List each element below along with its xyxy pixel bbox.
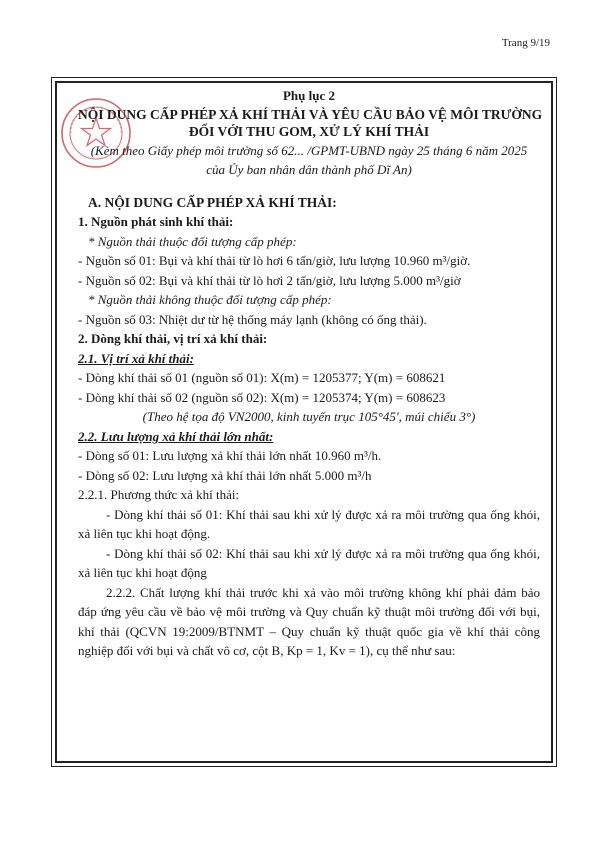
section-2-2-1-heading: 2.2.1. Phương thức xả khí thải:	[78, 487, 240, 502]
document-body	[78, 85, 543, 661]
source-2-text: - Nguồn số 02: Bụi và khí thải từ lò hơi 2 tấn/giờ, lưu lượng 5.000 m³/giờ	[78, 272, 461, 288]
document-subtitle-line1: (Kèm theo Giấy phép môi trường số 62... /GPMT-UBND ngày 25 tháng 6 năm 2025	[90, 142, 528, 158]
document-title-line2: ĐỐI VỚI THU GOM, XỬ LÝ KHÍ THẢI	[188, 123, 430, 139]
page-number: Trang 9/19	[501, 37, 550, 49]
emission-quality-paragraph: 2.2.2. Chất lượng khí thải trước khi xả vào môi trường không khí phải đảm bảo đáp ứng yêu cầu về bảo vệ môi trường và Quy chuẩn kỹ thuật môi trường đối với bụi, khí thải (QCVN 19:2009/BTNMT – Quy chuẩn kỹ thuật quốc gia về khí thải công nghiệp đối với bụi và chất vô cơ, cột B, Kp = 1, Kv = 1), cụ thể như sau:	[78, 584, 540, 658]
discharge-method-1: - Dòng khí thải số 01: Khí thải sau khi xử lý được xả ra môi trường qua ống khói, xả liên tục khi hoạt động.	[78, 506, 540, 541]
emission-1-location: - Dòng khí thải số 01 (nguồn số 01): X(m) = 1205377; Y(m) = 608621	[78, 370, 446, 385]
unlicensed-sources-label: * Nguồn thải không thuộc đối tượng cấp phép:	[88, 292, 332, 307]
source-1-text: - Nguồn số 01: Bụi và khí thải từ lò hơi 6 tấn/giờ, lưu lượng 10.960 m³/giờ.	[78, 253, 471, 268]
document-title-line1: NỘI DUNG CẤP PHÉP XẢ KHÍ THẢI VÀ YÊU CẦU BẢO VỆ MÔI TRƯỜNG	[78, 106, 543, 122]
source-3-text: - Nguồn số 03: Nhiệt dư từ hệ thống máy lạnh (không có ống thải).	[78, 311, 427, 327]
licensed-sources-label: * Nguồn thải thuộc đối tượng cấp phép:	[88, 233, 297, 249]
document-subtitle-line2: của Ủy ban nhân dân thành phố Dĩ An)	[206, 161, 412, 177]
coordinate-system-note: (Theo hệ tọa độ VN2000, kinh tuyến trục 105°45', múi chiếu 3°)	[142, 409, 476, 424]
discharge-method-2: - Dòng khí thải số 02: Khí thải sau khi xử lý được xả ra môi trường qua ống khói, xả liên tục khi hoạt động	[78, 545, 540, 580]
section-2-1-heading: 2.1. Vị trí xả khí thải:	[78, 350, 194, 366]
section-1-heading: 1. Nguồn phát sinh khí thải:	[78, 214, 234, 229]
emission-2-location: - Dòng khí thải số 02 (nguồn số 02): X(m) = 1205374; Y(m) = 608623	[78, 389, 446, 405]
max-flow-1: - Dòng số 01: Lưu lượng xả khí thải lớn nhất 10.960 m³/h.	[78, 448, 382, 463]
appendix-label: Phụ lục 2	[282, 88, 335, 103]
max-flow-2: - Dòng số 02: Lưu lượng xả khí thải lớn nhất 5.000 m³/h	[78, 467, 372, 483]
section-2-heading: 2. Dòng khí thải, vị trí xả khí thải:	[78, 331, 268, 346]
section-a-heading: A. NỘI DUNG CẤP PHÉP XẢ KHÍ THẢI:	[88, 194, 337, 210]
section-2-2-heading: 2.2. Lưu lượng xả khí thải lớn nhất:	[78, 428, 274, 444]
